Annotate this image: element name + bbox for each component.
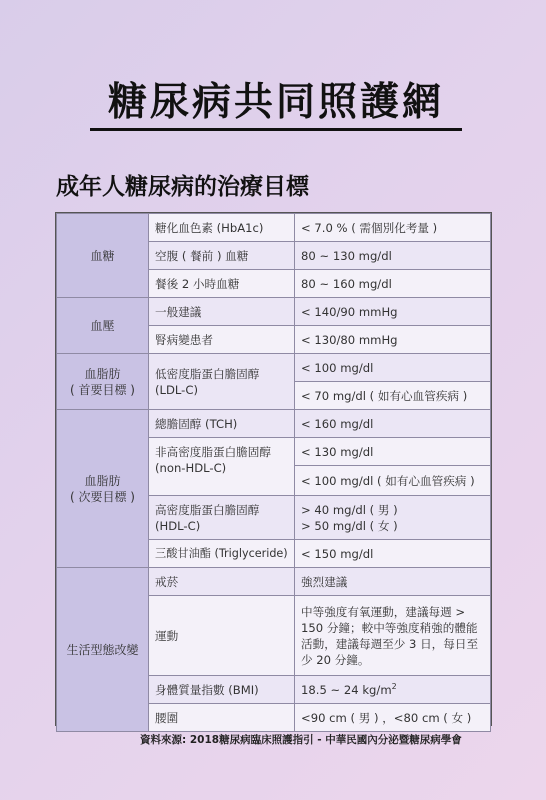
category-cell xyxy=(57,410,149,568)
item-cell: 腎病變患者 xyxy=(149,326,295,354)
source-citation: 資料來源: 2018糖尿病臨床照護指引 - 中華民國內分泌暨糖尿病學會 xyxy=(140,734,462,746)
value-cell xyxy=(295,676,491,704)
table-row xyxy=(57,214,491,242)
table-row xyxy=(57,410,491,438)
table-row xyxy=(57,568,491,596)
value-cell: < 100 mg/dl ( 如有心血管疾病 ) xyxy=(295,466,491,496)
item-cell: 糖化血色素 (HbA1c) xyxy=(149,214,295,242)
item-cell: 空腹 ( 餐前 ) 血糖 xyxy=(149,242,295,270)
value-cell: < 130 mg/dl xyxy=(295,438,491,466)
title-underline xyxy=(90,128,462,131)
value-cell: < 140/90 mmHg xyxy=(295,298,491,326)
table-row xyxy=(57,354,491,382)
value-line: > 50 mg/dl ( 女 ) xyxy=(301,518,398,533)
category-cell: 生活型態改變 xyxy=(57,568,149,732)
treatment-targets-table xyxy=(55,212,492,726)
item-cell: 低密度脂蛋白膽固醇 (LDL-C) xyxy=(149,354,295,410)
bmi-exponent: 2 xyxy=(391,681,397,691)
category-line: ( 次要目標 ) xyxy=(70,489,135,504)
category-line: 血脂肪 xyxy=(84,473,121,488)
value-cell xyxy=(295,496,491,540)
category-cell: 血糖 xyxy=(57,214,149,298)
item-cell: 總膽固醇 (TCH) xyxy=(149,410,295,438)
value-cell: < 160 mg/dl xyxy=(295,410,491,438)
value-cell: < 150 mg/dl xyxy=(295,540,491,568)
bmi-value: 18.5 ~ 24 kg/m xyxy=(301,682,392,697)
value-cell: 中等強度有氧運動，建議每週 > 150 分鐘；較中等強度稍強的體能活動，建議每週至少 3 日，每日至少 20 分鐘。 xyxy=(295,596,491,676)
item-cell: 身體質量指數 (BMI) xyxy=(149,676,295,704)
value-cell: < 70 mg/dl ( 如有心血管疾病 ) xyxy=(295,382,491,410)
value-cell: 80 ~ 160 mg/dl xyxy=(295,270,491,298)
item-cell: 餐後 2 小時血糖 xyxy=(149,270,295,298)
category-cell xyxy=(57,354,149,410)
value-cell: 80 ~ 130 mg/dl xyxy=(295,242,491,270)
item-cell: 一般建議 xyxy=(149,298,295,326)
page-title: 糖尿病共同照護網 xyxy=(107,80,444,125)
item-cell: 戒菸 xyxy=(149,568,295,596)
table-row xyxy=(57,298,491,326)
item-cell: 腰圍 xyxy=(149,704,295,732)
value-line: > 40 mg/dl ( 男 ) xyxy=(301,502,398,517)
section-title: 成年人糖尿病的治療目標 xyxy=(56,174,309,200)
value-cell: <90 cm ( 男 ) ，<80 cm ( 女 ) xyxy=(295,704,491,732)
value-cell: 強烈建議 xyxy=(295,568,491,596)
item-cell: 三酸甘油酯 (Triglyceride) xyxy=(149,540,295,568)
value-cell: < 130/80 mmHg xyxy=(295,326,491,354)
category-line: 血脂肪 xyxy=(84,366,121,381)
item-cell: 運動 xyxy=(149,596,295,676)
item-cell: 高密度脂蛋白膽固醇 (HDL-C) xyxy=(149,496,295,540)
value-cell: < 7.0 % ( 需個別化考量 ) xyxy=(295,214,491,242)
category-line: ( 首要目標 ) xyxy=(70,382,135,397)
value-cell: < 100 mg/dl xyxy=(295,354,491,382)
item-cell: 非高密度脂蛋白膽固醇 (non-HDL-C) xyxy=(149,438,295,496)
category-cell: 血壓 xyxy=(57,298,149,354)
